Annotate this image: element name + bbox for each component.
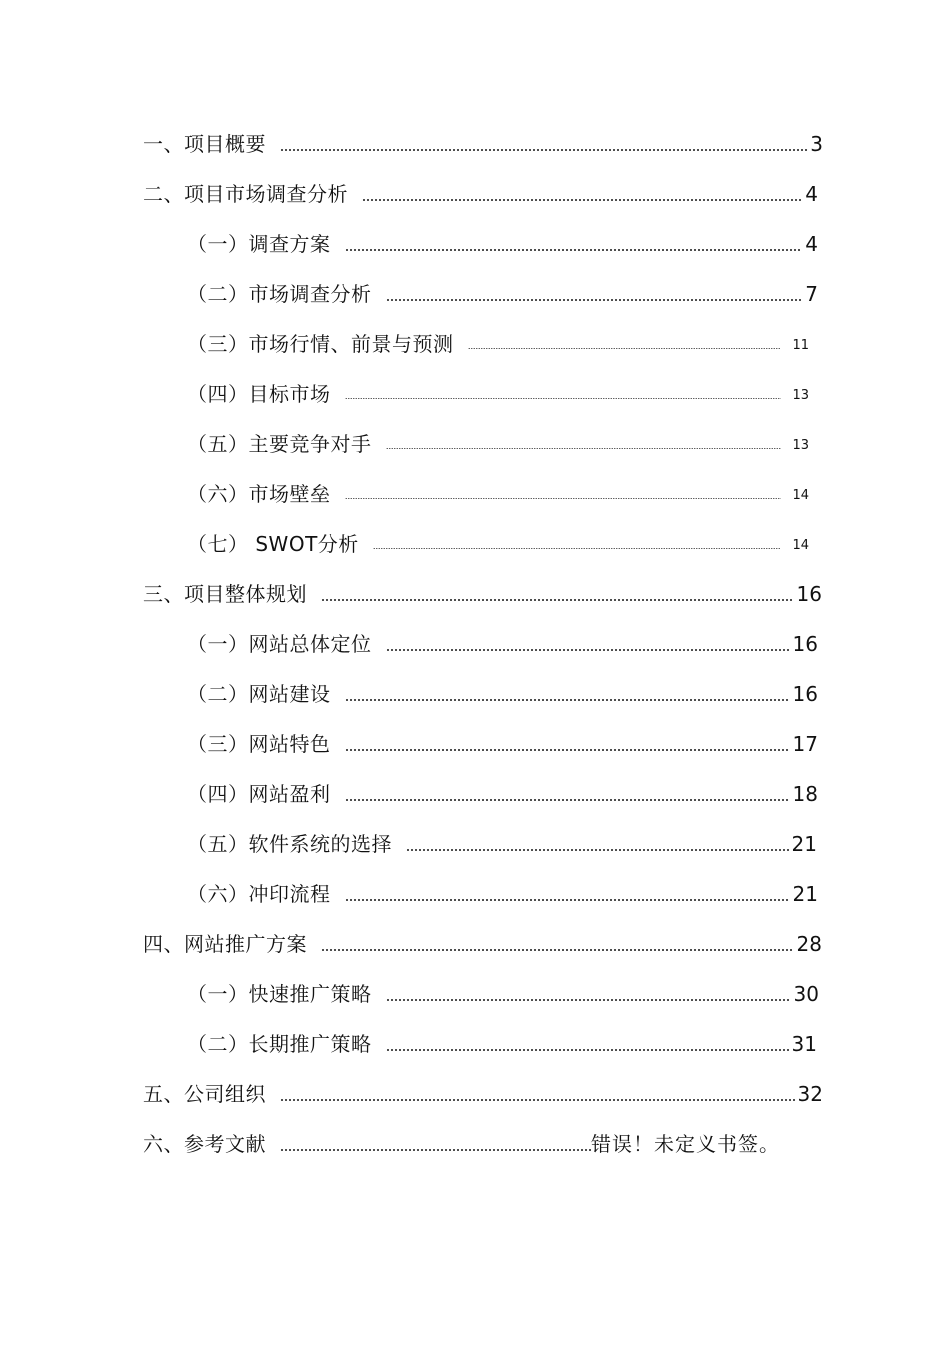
toc-dot-leader (321, 932, 794, 956)
toc-dot-leader (362, 182, 802, 206)
toc-entry-page: 18 (792, 782, 818, 806)
toc-entry-label: 二、项目市场调查分析 (143, 182, 348, 206)
toc-entry-label: 三、项目整体规划 (143, 582, 307, 606)
toc-entry-label: （一）网站总体定位 (187, 632, 372, 656)
toc-entry[interactable] (187, 726, 818, 756)
toc-entry-label: （六）冲印流程 (187, 882, 331, 906)
toc-entry-label: 五、公司组织 (143, 1082, 266, 1106)
toc-entry-label: （二）长期推广策略 (187, 1032, 372, 1056)
toc-entry-page: 30 (793, 982, 819, 1006)
toc-entry-label: （七） SWOT分析 (187, 532, 359, 556)
toc-dot-leader (386, 632, 790, 656)
toc-entry-page: 16 (792, 632, 818, 656)
toc-dot-leader (345, 232, 803, 256)
toc-entry-page: 16 (792, 682, 818, 706)
toc-entry[interactable] (143, 576, 822, 606)
toc-entry-label: （五）主要竞争对手 (187, 432, 372, 456)
toc-dot-leader (345, 482, 782, 506)
toc-entry-page: 13 (792, 388, 809, 403)
toc-entry-page: 13 (792, 438, 809, 453)
toc-entry[interactable] (187, 826, 817, 856)
toc-entry[interactable] (143, 1126, 780, 1156)
toc-entry-label: （三）网站特色 (187, 732, 331, 756)
toc-entry-page: 21 (791, 832, 817, 856)
toc-entry-page: 14 (792, 538, 809, 553)
toc-entry[interactable] (187, 426, 809, 456)
toc-entry-page: 11 (792, 338, 809, 353)
toc-entry[interactable] (187, 276, 818, 306)
toc-entry-page: 错误！未定义书签。 (591, 1132, 780, 1156)
toc-entry-page: 31 (791, 1032, 817, 1056)
toc-entry[interactable] (187, 476, 809, 506)
toc-entry[interactable] (187, 376, 809, 406)
toc-entry-label: 六、参考文献 (143, 1132, 266, 1156)
toc-dot-leader (406, 832, 789, 856)
toc-entry-page: 16 (796, 582, 822, 606)
toc-dot-leader (468, 332, 782, 356)
toc-entry-label: （四）目标市场 (187, 382, 331, 406)
toc-entry-page: 17 (792, 732, 818, 756)
toc-entry-page: 3 (810, 132, 823, 156)
toc-dot-leader (280, 1082, 795, 1106)
toc-entry-label: （二）网站建设 (187, 682, 331, 706)
toc-entry-page: 7 (805, 282, 818, 306)
toc-entry-label: （三）市场行情、前景与预测 (187, 332, 454, 356)
toc-entry-page: 4 (805, 182, 818, 206)
toc-entry-label: 一、项目概要 (143, 132, 266, 156)
toc-entry[interactable] (143, 1076, 823, 1106)
toc-dot-leader (386, 282, 803, 306)
toc-entry-label: （五）软件系统的选择 (187, 832, 392, 856)
toc-entry-page: 14 (792, 488, 809, 503)
toc-entry[interactable] (143, 926, 822, 956)
toc-entry[interactable] (187, 226, 818, 256)
toc-dot-leader (345, 882, 790, 906)
toc-dot-leader (345, 382, 782, 406)
toc-dot-leader (386, 982, 791, 1006)
toc-entry[interactable] (187, 526, 809, 556)
toc-entry[interactable] (187, 776, 818, 806)
toc-entry-label: （一）调查方案 (187, 232, 331, 256)
toc-entry-page: 32 (797, 1082, 823, 1106)
toc-dot-leader (280, 1132, 591, 1156)
toc-dot-leader (345, 782, 790, 806)
toc-entry[interactable] (187, 676, 818, 706)
toc-dot-leader (280, 132, 807, 156)
toc-entry-label: （六）市场壁垒 (187, 482, 331, 506)
toc-entry[interactable] (187, 976, 819, 1006)
toc-entry[interactable] (143, 126, 823, 156)
toc-entry[interactable] (187, 626, 818, 656)
toc-dot-leader (345, 732, 790, 756)
toc-dot-leader (386, 432, 782, 456)
toc-entry[interactable] (187, 326, 809, 356)
toc-entry-page: 4 (805, 232, 818, 256)
toc-entry-label: （四）网站盈利 (187, 782, 331, 806)
toc-dot-leader (386, 1032, 789, 1056)
toc-entry-page: 28 (796, 932, 822, 956)
toc-entry-page: 21 (792, 882, 818, 906)
toc-entry[interactable] (187, 876, 818, 906)
toc-dot-leader (373, 532, 782, 556)
toc-entry[interactable] (143, 176, 818, 206)
toc-entry-label: （二）市场调查分析 (187, 282, 372, 306)
toc-entry[interactable] (187, 1026, 817, 1056)
toc-entry-label: 四、网站推广方案 (143, 932, 307, 956)
toc-dot-leader (345, 682, 790, 706)
toc-dot-leader (321, 582, 794, 606)
toc-entry-label: （一）快速推广策略 (187, 982, 372, 1006)
